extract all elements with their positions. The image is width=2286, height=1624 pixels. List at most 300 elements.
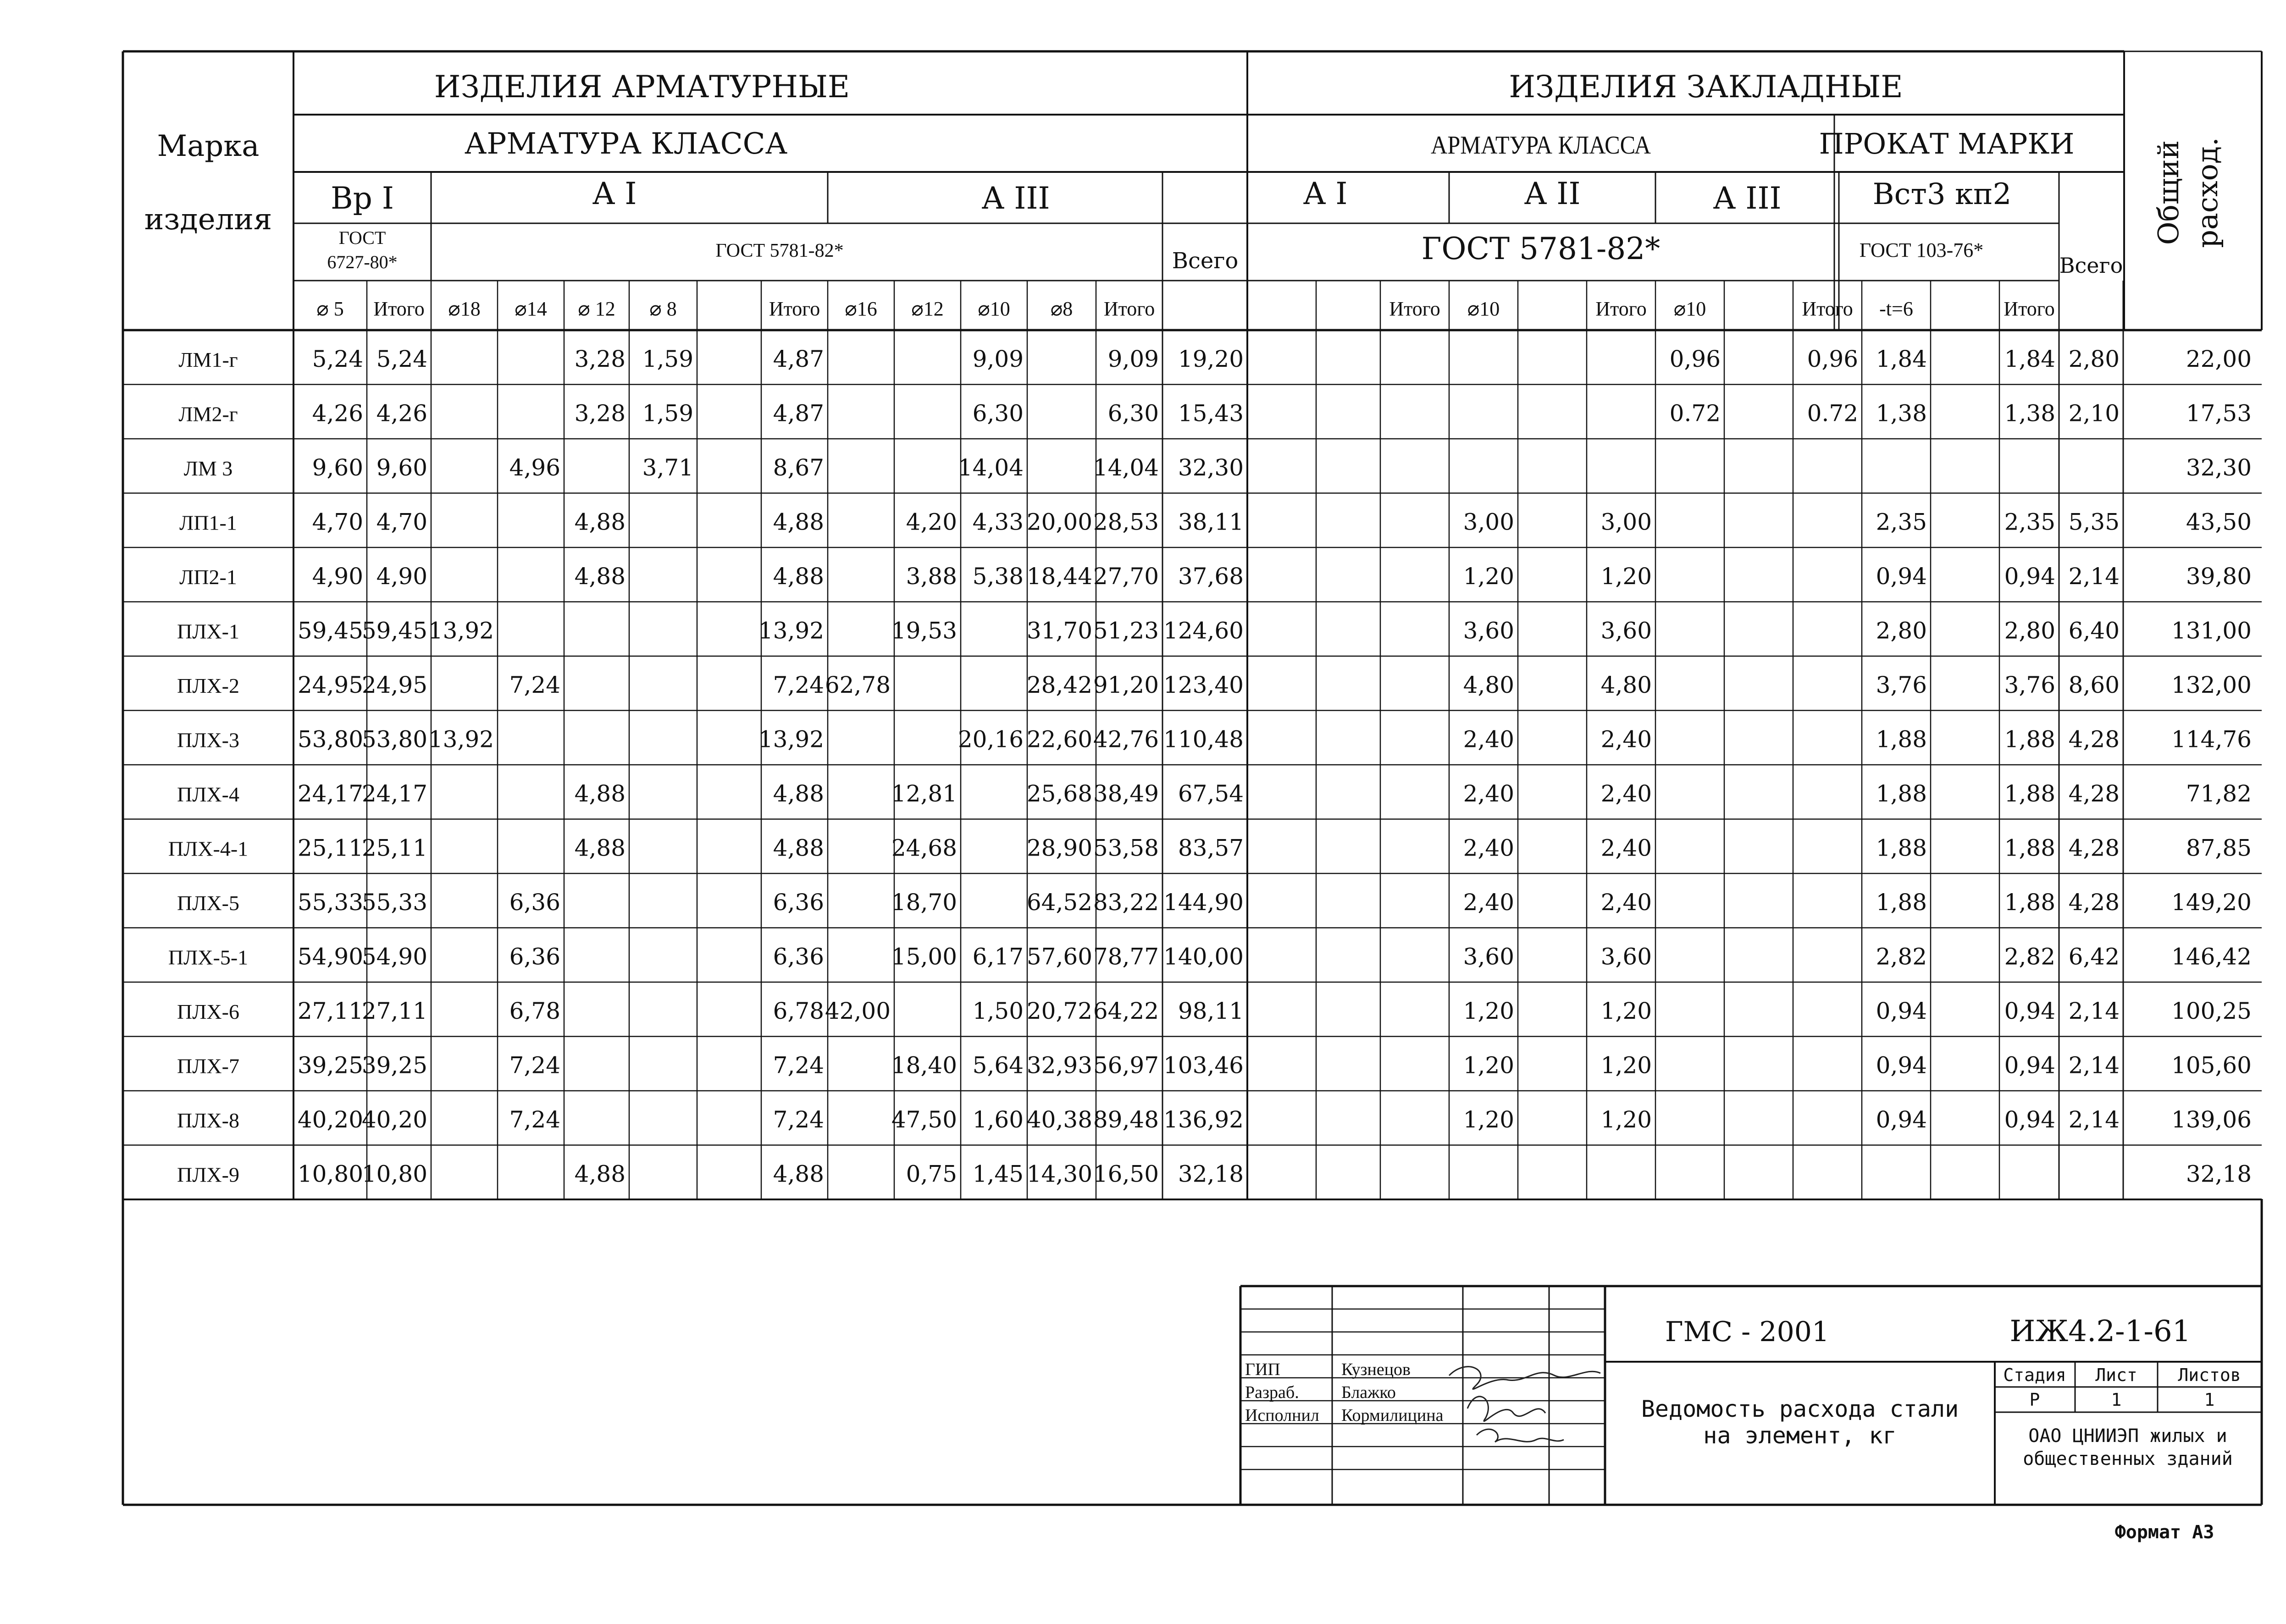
gost-5781-armature: ГОСТ 5781-82* — [715, 240, 844, 261]
table-cell: 6,30 — [1107, 400, 1159, 427]
total-armature: Всего — [1172, 248, 1239, 274]
title-block-text — [1245, 1315, 2241, 1543]
table-cell: 6,30 — [972, 400, 1024, 427]
table-cell: 0,94 — [2004, 998, 2055, 1024]
table-cell-total: 39,80 — [2186, 563, 2252, 590]
table-cell: 47,50 — [891, 1106, 957, 1133]
table-cell: 2,35 — [2004, 508, 2055, 536]
table-cell: 57,60 — [1026, 943, 1092, 970]
subheader-armature: Итого — [1103, 298, 1155, 320]
stamp-stage-label: Стадия — [2003, 1365, 2066, 1385]
table-cell: 2,14 — [2068, 1052, 2120, 1079]
stamp-org-code: ГМС - 2001 — [1665, 1316, 1830, 1348]
table-cell: 38,11 — [1178, 508, 1244, 536]
table-cell: 3,60 — [1463, 617, 1514, 644]
stamp-title-line2: на элемент, кг — [1703, 1422, 1897, 1449]
table-cell: 83,22 — [1093, 889, 1159, 916]
table-cell: 53,58 — [1093, 834, 1159, 862]
table-cell: 4,28 — [2068, 834, 2120, 862]
table-cell: 16,50 — [1093, 1160, 1159, 1188]
table-cell: 53,80 — [297, 726, 363, 753]
stamp-org-line2: общественных зданий — [2023, 1448, 2233, 1469]
table-cell: 6,36 — [509, 943, 560, 970]
table-cell: 19,53 — [891, 617, 957, 644]
table-cell: 0,94 — [1876, 998, 1927, 1024]
table-cell: 2,14 — [2068, 998, 2120, 1024]
table-cell: 5,35 — [2068, 508, 2120, 536]
table-cell: 2,35 — [1876, 508, 1927, 536]
table-cell: 10,80 — [297, 1160, 363, 1188]
group-armature-products: ИЗДЕЛИЯ АРМАТУРНЫЕ — [434, 69, 850, 105]
subheader-embedded: Итого — [2004, 298, 2055, 320]
stamp-stage-value: Р — [2029, 1390, 2040, 1410]
table-cell: 27,11 — [361, 998, 427, 1024]
table-cell: 14,04 — [958, 454, 1024, 481]
table-cell: 1,88 — [1876, 834, 1927, 862]
stamp-role: Исполнил — [1245, 1406, 1319, 1425]
table-row-mark: ПЛХ-9 — [177, 1163, 239, 1187]
table-cell: 6,78 — [773, 998, 824, 1024]
stamp-org-line1: ОАО ЦНИИЭП жилых и — [2028, 1425, 2227, 1447]
table-cell: 55,33 — [297, 889, 363, 916]
table-cell: 1,20 — [1463, 1052, 1514, 1079]
subheader-armature: ⌀ 12 — [578, 298, 615, 320]
table-cell: 4,28 — [2068, 780, 2120, 807]
table-cell: 27,11 — [297, 998, 363, 1024]
table-cell: 4,80 — [1463, 672, 1514, 698]
table-cell-total: 71,82 — [2186, 780, 2252, 807]
table-cell: 20,16 — [958, 726, 1024, 753]
table-cell: 0,94 — [1876, 1106, 1927, 1133]
class-bp1: Вр I — [331, 181, 394, 216]
gost-6727-a: ГОСТ — [338, 227, 386, 248]
table-cell: 2,40 — [1463, 726, 1514, 753]
table-cell: 1,20 — [1463, 563, 1514, 590]
table-row-mark: ЛМ 3 — [183, 457, 233, 480]
table-cell: 3,28 — [574, 346, 625, 372]
table-row-mark: ЛМ2-г — [178, 402, 238, 426]
stamp-sheets-value: 1 — [2204, 1390, 2215, 1410]
table-cell: 9,60 — [312, 454, 363, 481]
table-cell: 110,48 — [1163, 726, 1244, 753]
table-cell: 4,88 — [574, 780, 625, 807]
table-cell: 53,80 — [361, 726, 427, 753]
subheader-embedded: Итого — [1595, 298, 1647, 320]
text-layer — [144, 69, 2252, 1188]
table-cell: 2,14 — [2068, 563, 2120, 590]
table-cell: 4,20 — [906, 508, 957, 536]
table-cell: 22,60 — [1026, 726, 1092, 753]
table-cell: 91,20 — [1093, 672, 1159, 698]
table-cell: 4,28 — [2068, 726, 2120, 753]
table-cell: 0,94 — [1876, 563, 1927, 590]
table-cell: 2,40 — [1463, 834, 1514, 862]
table-cell: 4,88 — [574, 563, 625, 590]
stamp-document-code: ИЖ4.2-1-61 — [2009, 1315, 2191, 1348]
table-cell: 1,59 — [642, 346, 693, 372]
table-cell: 1,20 — [1463, 998, 1514, 1024]
table-cell: 24,68 — [891, 834, 957, 862]
table-cell: 2,40 — [1600, 780, 1652, 807]
table-cell: 4,88 — [773, 780, 824, 807]
table-cell: 4,70 — [312, 508, 363, 536]
table-cell: 1,59 — [642, 400, 693, 427]
table-cell: 136,92 — [1163, 1106, 1244, 1133]
table-cell: 3,28 — [574, 400, 625, 427]
embedded-class-a2: А II — [1524, 176, 1581, 211]
table-cell: 1,38 — [1876, 400, 1927, 427]
table-cell: 3,00 — [1463, 508, 1514, 536]
table-cell: 2,10 — [2068, 400, 2120, 427]
table-row-mark: ПЛХ-5 — [177, 891, 239, 915]
table-cell: 37,68 — [1178, 563, 1244, 590]
table-cell: 4,88 — [773, 834, 824, 862]
table-cell: 6,42 — [2068, 943, 2120, 970]
table-cell: 7,24 — [773, 1106, 824, 1133]
table-cell: 89,48 — [1093, 1106, 1159, 1133]
table-cell: 40,20 — [297, 1106, 363, 1133]
table-cell: 64,22 — [1093, 998, 1159, 1024]
table-cell: 12,81 — [891, 780, 957, 807]
embedded-armature-class-title: АРМАТУРА КЛАССА — [1431, 131, 1651, 160]
subheader-armature: ⌀8 — [1050, 298, 1073, 320]
table-cell: 42,76 — [1093, 726, 1159, 753]
table-cell: 25,68 — [1026, 780, 1092, 807]
table-cell-total: 32,30 — [2186, 454, 2252, 481]
armature-class-title: АРМАТУРА КЛАССА — [464, 127, 788, 161]
table-cell: 2,40 — [1600, 889, 1652, 916]
table-cell: 4,88 — [574, 1160, 625, 1188]
table-cell: 103,46 — [1163, 1052, 1244, 1079]
table-cell: 4,26 — [376, 400, 427, 427]
table-cell: 27,70 — [1093, 563, 1159, 590]
table-cell: 14,04 — [1093, 454, 1159, 481]
table-cell-total: 87,85 — [2186, 834, 2252, 862]
table-cell: 1,88 — [2004, 834, 2055, 862]
table-cell: 0.72 — [1807, 400, 1858, 427]
table-row-mark: ПЛХ-4-1 — [168, 837, 249, 861]
table-cell: 6,36 — [773, 943, 824, 970]
table-cell: 7,24 — [509, 1106, 560, 1133]
subheader-armature: ⌀12 — [911, 298, 944, 320]
stamp-sheet-label: Лист — [2095, 1365, 2137, 1385]
table-cell: 1,45 — [972, 1160, 1024, 1188]
table-cell: 123,40 — [1163, 672, 1244, 698]
table-cell: 2,80 — [2004, 617, 2055, 644]
table-cell: 9,60 — [376, 454, 427, 481]
table-cell: 32,18 — [1178, 1160, 1244, 1188]
table-cell: 5,64 — [972, 1052, 1024, 1079]
table-cell: 54,90 — [361, 943, 427, 970]
table-row-mark: ПЛХ-1 — [177, 619, 239, 643]
table-cell: 18,40 — [891, 1052, 957, 1079]
table-cell-total: 146,42 — [2171, 943, 2252, 970]
stamp-name: Блажко — [1341, 1383, 1396, 1402]
table-cell: 7,24 — [509, 672, 560, 698]
table-cell: 7,24 — [773, 672, 824, 698]
table-cell-total: 132,00 — [2171, 672, 2252, 698]
table-cell: 1,20 — [1600, 1052, 1652, 1079]
table-cell: 18,44 — [1026, 563, 1092, 590]
table-cell: 4,88 — [773, 563, 824, 590]
table-cell: 1,88 — [1876, 726, 1927, 753]
subheader-embedded: ⌀10 — [1673, 298, 1706, 320]
table-cell-total: 17,53 — [2186, 400, 2252, 427]
table-cell: 25,11 — [361, 834, 427, 862]
table-row-mark: ПЛХ-2 — [177, 674, 239, 697]
table-cell: 20,00 — [1026, 508, 1092, 536]
table-cell: 42,00 — [825, 998, 891, 1024]
class-a3: А III — [981, 181, 1050, 216]
table-cell-total: 32,18 — [2186, 1160, 2252, 1188]
table-cell: 4,28 — [2068, 889, 2120, 916]
subheader-armature: ⌀ 5 — [316, 298, 344, 320]
group-embedded-products: ИЗДЕЛИЯ ЗАКЛАДНЫЕ — [1509, 69, 1903, 105]
table-cell: 78,77 — [1093, 943, 1159, 970]
table-row-mark: ЛМ1-г — [178, 348, 238, 371]
table-cell: 64,52 — [1026, 889, 1092, 916]
table-cell: 31,70 — [1026, 617, 1092, 644]
table-cell: 144,90 — [1163, 889, 1244, 916]
table-cell: 19,20 — [1178, 346, 1244, 372]
table-cell: 14,30 — [1026, 1160, 1092, 1188]
table-cell: 28,42 — [1026, 672, 1092, 698]
table-cell: 2,40 — [1463, 780, 1514, 807]
table-cell: 24,17 — [361, 780, 427, 807]
table-cell-total: 114,76 — [2171, 726, 2252, 753]
table-cell: 13,92 — [758, 726, 824, 753]
table-cell: 4,87 — [773, 400, 824, 427]
table-cell: 32,30 — [1178, 454, 1244, 481]
table-cell: 83,57 — [1178, 834, 1244, 862]
table-cell: 3,76 — [1876, 672, 1927, 698]
table-cell: 40,38 — [1026, 1106, 1092, 1133]
table-cell: 1,50 — [972, 998, 1024, 1024]
table-cell: 6,36 — [509, 889, 560, 916]
table-cell: 59,45 — [361, 617, 427, 644]
subheader-embedded: Итого — [1802, 298, 1853, 320]
subheader-armature: Итого — [769, 298, 820, 320]
gost-6727-b: 6727-80* — [327, 252, 398, 272]
table-cell: 20,72 — [1026, 998, 1092, 1024]
table-cell: 3,71 — [642, 454, 693, 481]
table-cell: 1,88 — [1876, 889, 1927, 916]
table-cell: 4,87 — [773, 346, 824, 372]
table-cell: 9,09 — [972, 346, 1024, 372]
stamp-role: ГИП — [1245, 1360, 1280, 1379]
stamp-sheets-label: Листов — [2178, 1365, 2241, 1385]
table-cell: 24,17 — [297, 780, 363, 807]
table-cell: 62,78 — [825, 672, 891, 698]
table-cell: 59,45 — [297, 617, 363, 644]
table-cell: 2,40 — [1600, 834, 1652, 862]
table-row-mark: ПЛХ-8 — [177, 1109, 239, 1132]
table-cell: 3,88 — [906, 563, 957, 590]
table-cell: 3,60 — [1600, 617, 1652, 644]
subheader-embedded: Итого — [1389, 298, 1440, 320]
table-cell: 1,60 — [972, 1106, 1024, 1133]
table-cell: 4,80 — [1600, 672, 1652, 698]
table-row-mark: ПЛХ-6 — [177, 1000, 239, 1023]
table-cell: 0,94 — [1876, 1052, 1927, 1079]
table-cell: 13,92 — [428, 617, 494, 644]
table-cell: 1,88 — [2004, 889, 2055, 916]
table-row-mark: ПЛХ-4 — [177, 783, 239, 806]
rolled-brand-title: ПРОКАТ МАРКИ — [1819, 127, 2075, 160]
table-cell: 98,11 — [1178, 998, 1244, 1024]
embedded-class-a3: А III — [1713, 181, 1782, 216]
table-cell: 0,94 — [2004, 1052, 2055, 1079]
gost-5781-embedded: ГОСТ 5781-82* — [1421, 231, 1661, 266]
table-cell: 10,80 — [361, 1160, 427, 1188]
table-cell: 0,96 — [1807, 346, 1858, 372]
table-cell: 8,60 — [2068, 672, 2120, 698]
table-cell: 0,94 — [2004, 563, 2055, 590]
subheader-armature: ⌀10 — [978, 298, 1010, 320]
table-cell: 18,70 — [891, 889, 957, 916]
table-cell: 2,80 — [1876, 617, 1927, 644]
table-cell: 6,78 — [509, 998, 560, 1024]
table-cell: 1,20 — [1600, 563, 1652, 590]
table-cell: 2,82 — [1876, 943, 1927, 970]
table-cell-total: 43,50 — [2186, 508, 2252, 536]
table-cell: 0,75 — [906, 1160, 957, 1188]
stamp-name: Кормилицина — [1341, 1406, 1444, 1425]
subheader-embedded: -t=6 — [1879, 298, 1913, 320]
table-cell: 1,88 — [2004, 780, 2055, 807]
table-cell: 32,93 — [1026, 1052, 1092, 1079]
table-cell: 1,88 — [1876, 780, 1927, 807]
total-embedded: Всего — [2059, 253, 2123, 278]
table-cell: 25,11 — [297, 834, 363, 862]
table-cell-total: 105,60 — [2171, 1052, 2252, 1079]
table-cell: 4,88 — [574, 508, 625, 536]
subheader-armature: ⌀14 — [515, 298, 547, 320]
table-cell: 15,00 — [891, 943, 957, 970]
table-cell: 67,54 — [1178, 780, 1244, 807]
table-cell: 1,84 — [1876, 346, 1927, 372]
table-cell: 4,90 — [312, 563, 363, 590]
table-cell: 24,95 — [297, 672, 363, 698]
table-cell-total: 100,25 — [2171, 998, 2252, 1024]
table-cell: 54,90 — [297, 943, 363, 970]
column-title-item: изделия — [144, 203, 272, 237]
table-cell: 6,36 — [773, 889, 824, 916]
table-cell: 13,92 — [758, 617, 824, 644]
stamp-role: Разраб. — [1245, 1383, 1299, 1402]
table-cell-total: 131,00 — [2171, 617, 2252, 644]
table-cell: 7,24 — [509, 1052, 560, 1079]
table-cell: 39,25 — [297, 1052, 363, 1079]
subheader-armature: Итого — [373, 298, 425, 320]
table-cell: 28,90 — [1026, 834, 1092, 862]
table-cell: 6,40 — [2068, 617, 2120, 644]
table-cell: 0,96 — [1669, 346, 1721, 372]
table-cell: 9,09 — [1107, 346, 1159, 372]
table-row-mark: ПЛХ-7 — [177, 1054, 239, 1078]
table-cell: 4,26 — [312, 400, 363, 427]
table-cell: 1,20 — [1463, 1106, 1514, 1133]
table-cell: 4,70 — [376, 508, 427, 536]
table-cell: 0.72 — [1669, 400, 1721, 427]
table-cell: 0,94 — [2004, 1106, 2055, 1133]
embedded-class-a1: А I — [1303, 176, 1348, 211]
table-row-mark: ЛП1-1 — [179, 511, 237, 535]
stamp-name: Кузнецов — [1341, 1360, 1411, 1379]
table-cell-total: 149,20 — [2171, 889, 2252, 916]
table-cell: 28,53 — [1093, 508, 1159, 536]
table-cell: 5,24 — [376, 346, 427, 372]
table-cell: 4,88 — [773, 1160, 824, 1188]
gost-103: ГОСТ 103-76* — [1859, 239, 1984, 261]
table-cell: 38,49 — [1093, 780, 1159, 807]
table-cell: 3,00 — [1600, 508, 1652, 536]
table-cell: 3,76 — [2004, 672, 2055, 698]
table-cell: 15,43 — [1178, 400, 1244, 427]
table-row-mark: ПЛХ-5-1 — [168, 945, 249, 969]
table-cell: 2,80 — [2068, 346, 2120, 372]
table-cell: 1,38 — [2004, 400, 2055, 427]
total-consumption-line2: расход. — [2191, 137, 2224, 248]
table-cell: 1,88 — [2004, 726, 2055, 753]
table-cell: 6,17 — [972, 943, 1024, 970]
subheader-embedded: ⌀10 — [1467, 298, 1500, 320]
table-cell: 55,33 — [361, 889, 427, 916]
table-cell: 7,24 — [773, 1052, 824, 1079]
table-cell: 2,82 — [2004, 943, 2055, 970]
table-cell: 3,60 — [1600, 943, 1652, 970]
subheader-armature: ⌀ 8 — [649, 298, 677, 320]
table-cell: 5,24 — [312, 346, 363, 372]
table-row-mark: ЛП2-1 — [179, 565, 237, 589]
rolled-vst3: Вст3 кп2 — [1872, 177, 2012, 211]
table-cell: 4,88 — [773, 508, 824, 536]
table-cell: 39,25 — [361, 1052, 427, 1079]
table-cell: 13,92 — [428, 726, 494, 753]
table-cell: 56,97 — [1093, 1052, 1159, 1079]
table-cell: 1,20 — [1600, 998, 1652, 1024]
class-a1: А I — [592, 176, 637, 211]
table-cell: 140,00 — [1163, 943, 1244, 970]
table-cell: 3,60 — [1463, 943, 1514, 970]
stamp-title-line1: Ведомость расхода стали — [1641, 1396, 1959, 1422]
sheet-format-label: Формат А3 — [2114, 1522, 2214, 1543]
table-cell: 8,67 — [773, 454, 824, 481]
table-cell: 4,96 — [509, 454, 560, 481]
table-cell: 4,90 — [376, 563, 427, 590]
table-cell: 2,40 — [1600, 726, 1652, 753]
table-cell: 1,84 — [2004, 346, 2055, 372]
subheader-armature: ⌀16 — [845, 298, 877, 320]
table-cell: 24,95 — [361, 672, 427, 698]
table-cell: 40,20 — [361, 1106, 427, 1133]
column-title-mark: Марка — [157, 129, 260, 163]
table-cell: 4,33 — [972, 508, 1024, 536]
table-cell: 51,23 — [1093, 617, 1159, 644]
total-consumption-line1: Общий — [2152, 140, 2185, 245]
table-row-mark: ПЛХ-3 — [177, 728, 239, 752]
table-cell-total: 139,06 — [2171, 1106, 2252, 1133]
stamp-sheet-value: 1 — [2111, 1390, 2122, 1410]
table-cell: 124,60 — [1163, 617, 1244, 644]
table-cell: 2,40 — [1463, 889, 1514, 916]
table-cell: 5,38 — [972, 563, 1024, 590]
table-cell-total: 22,00 — [2186, 346, 2252, 372]
table-cell: 4,88 — [574, 834, 625, 862]
subheader-armature: ⌀18 — [448, 298, 481, 320]
table-cell: 2,14 — [2068, 1106, 2120, 1133]
table-cell: 1,20 — [1600, 1106, 1652, 1133]
